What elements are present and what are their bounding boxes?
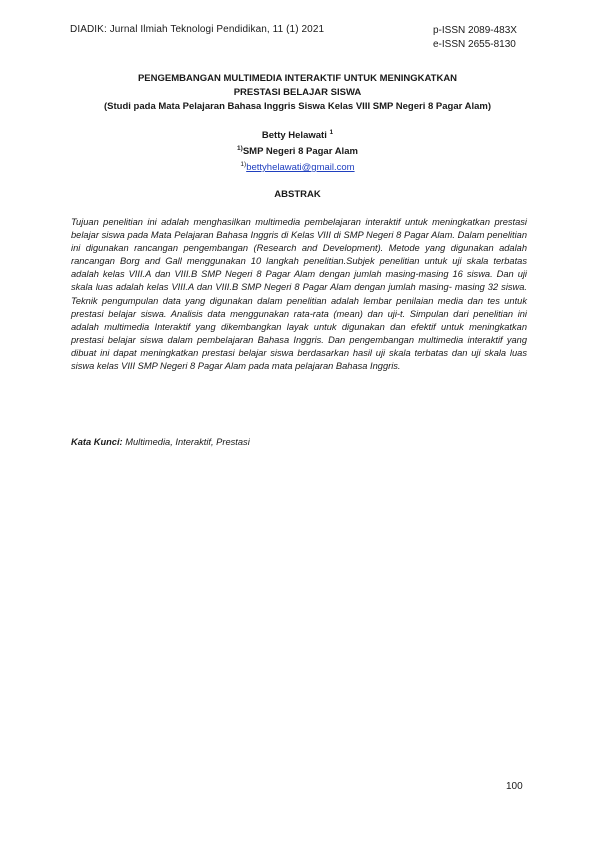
page-number: 100 bbox=[506, 781, 523, 792]
affiliation-superscript: 1) bbox=[237, 144, 243, 152]
author-line bbox=[60, 128, 535, 144]
email-link[interactable]: bettyhelawati@gmail.com bbox=[246, 162, 355, 173]
article-title bbox=[60, 72, 535, 100]
abstract-body: Tujuan penelitian ini adalah menghasilkan multimedia pembelajaran interaktif untuk meningkatkan prestasi belajar siswa pada Mata Pelajaran Bahasa Inggris di Kelas VIII di SMP Negeri 8 Pagar Alam. Dalam penelitian ini digunakan rancangan pengembangan (Research and Development). Metode yang digunakan adalah rancangan Borg and Gall menggunakan 10 langkah penelitian.Subjek penelitian untuk uji skala terbatas adalah kelas VIII.A dan VIII.B SMP Negeri 8 Pagar Alam dengan jumlah masing-masing 16 siswa. Dan uji skala luas adalah kelas VIII.A dan VIII.B SMP Negeri 8 Pagar Alam dengan jumlah masing- masing 32 siswa. Teknik pengumpulan data yang digunakan dalam penelitian adalah lembar penilaian media dan tes untuk prestasi belajar siswa. Analisis data menggunakan rata-rata (mean) dan uji-t. Simpulan dari penelitian ini adalah multimedia Interaktif yang dikembangkan layak untuk digunakan dan efektif untuk meningkatkan prestasi belajar siswa dalam pembelajaran Bahasa Inggris. Dan pengembangan multimedia interaktif yang dibuat ini dapat meningkatkan prestasi belajar siswa berdasarkan hasil uji skala terbatas dan uji skala luas siswa kelas VIII SMP Negeri 8 Pagar Alam pada mata pelajaran Bahasa Inggris. bbox=[71, 217, 527, 372]
abstract-heading: ABSTRAK bbox=[274, 189, 321, 200]
electronic-issn: e-ISSN 2655-8130 bbox=[433, 39, 516, 50]
keywords-label: Kata Kunci: bbox=[71, 437, 123, 447]
article-subtitle: (Studi pada Mata Pelajaran Bahasa Inggris Siswa Kelas VIII SMP Negeri 8 Pagar Alam) bbox=[104, 101, 491, 112]
author-superscript: 1 bbox=[329, 128, 334, 136]
journal-header: DIADIK: Jurnal Ilmiah Teknologi Pendidikan, 11 (1) 2021 bbox=[70, 24, 325, 35]
email-superscript: 1) bbox=[240, 160, 247, 168]
email-line bbox=[60, 160, 535, 176]
title-line-2: PRESTASI BELAJAR SISWA bbox=[233, 87, 362, 98]
title-line-1: PENGEMBANGAN MULTIMEDIA INTERAKTIF UNTUK MENINGKATKAN bbox=[137, 73, 458, 84]
keywords-line bbox=[71, 437, 527, 447]
issn-block bbox=[433, 24, 517, 52]
keywords-list: Multimedia, Interaktif, Prestasi bbox=[122, 437, 250, 447]
affiliation-line bbox=[60, 144, 535, 160]
print-issn: p-ISSN 2089-483X bbox=[433, 25, 517, 36]
affiliation: SMP Negeri 8 Pagar Alam bbox=[242, 146, 358, 157]
author-name: Betty Helawati bbox=[261, 130, 330, 141]
